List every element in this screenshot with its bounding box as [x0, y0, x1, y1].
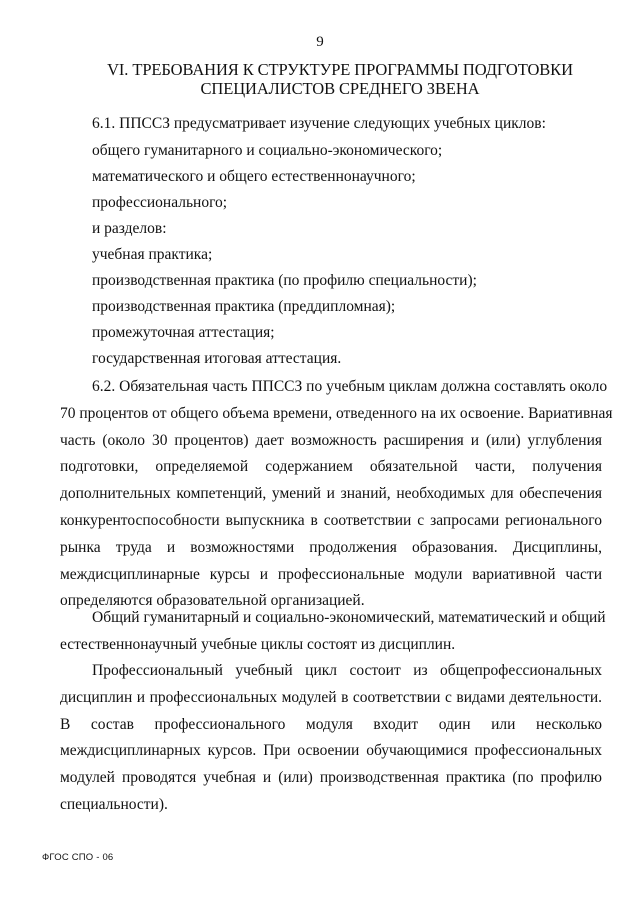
section-6-2-paragraph — [92, 374, 608, 401]
paragraph-line: В состав профессионального модуля входит один или несколько — [60, 715, 602, 733]
paragraph-line: естественнонаучный учебные циклы состоят из дисциплин. — [60, 636, 456, 653]
cycle-item: профессионального; — [92, 194, 228, 211]
paragraph-line: подготовки, определяемой содержанием обязательной части, получения — [60, 458, 602, 476]
document-footer-code: ФГОС СПО - 06 — [42, 852, 114, 863]
section-item: государственная итоговая аттестация. — [92, 350, 342, 367]
paragraph-line: специальности). — [60, 795, 168, 813]
professional-cycle-paragraph — [92, 658, 602, 685]
section-item: производственная практика (по профилю специальности); — [92, 272, 477, 289]
section-item: промежуточная аттестация; — [92, 324, 275, 341]
section-item: производственная практика (преддипломная); — [92, 298, 396, 315]
paragraph-line: Общий гуманитарный и социально-экономический, математический и общий — [92, 609, 606, 626]
paragraph-line: междисциплинарные курсы и профессиональные модули вариативной части — [60, 565, 602, 583]
paragraph-line: определяются образовательной организацией. — [60, 592, 365, 610]
paragraph-line: дополнительных компетенций, умений и знаний, необходимых для обеспечения — [60, 485, 602, 503]
paragraph-line: конкурентоспособности выпускника в соответствии с запросами регионального — [60, 511, 602, 529]
paragraph-line: дисциплин и профессиональных модулей в соответствии с видами деятельности. — [60, 688, 602, 706]
paragraph-line: часть (около 30 процентов) дает возможность расширения и (или) углубления — [60, 431, 602, 449]
section-heading-line-1: VI. ТРЕБОВАНИЯ К СТРУКТУРЕ ПРОГРАММЫ ПОДГОТОВКИ — [107, 60, 573, 79]
paragraph-line: Профессиональный учебный цикл состоит из общепрофессиональных — [92, 662, 602, 679]
paragraph-line: рынка труда и возможностями продолжения образования. Дисциплины, — [60, 538, 602, 556]
section-item: учебная практика; — [92, 246, 213, 263]
paragraph-line: междисциплинарных курсов. При освоении обучающимися профессиональных — [60, 742, 602, 760]
section-heading-line-2: СПЕЦИАЛИСТОВ СРЕДНЕГО ЗВЕНА — [200, 79, 480, 98]
paragraph-line: 70 процентов от общего объема времени, отведенного на их освоение. Вариативная — [60, 404, 613, 422]
paragraph-line: 6.2. Обязательная часть ППССЗ по учебным циклам должна составлять около — [92, 378, 608, 395]
general-cycles-paragraph-body — [60, 632, 602, 659]
sections-label: и разделов: — [92, 220, 167, 237]
cycle-item: математического и общего естественнонаучного; — [92, 168, 416, 185]
cycle-item: общего гуманитарного и социально-экономического; — [92, 142, 443, 159]
section-heading — [40, 60, 640, 98]
section-6-1-intro: 6.1. ППССЗ предусматривает изучение следующих учебных циклов: — [92, 115, 546, 132]
section-6-2-paragraph-body — [60, 401, 613, 615]
page-number: 9 — [316, 34, 324, 50]
general-cycles-paragraph — [92, 605, 606, 632]
professional-cycle-paragraph-body — [60, 685, 602, 819]
paragraph-line: модулей проводятся учебная и (или) производственная практика (по профилю — [60, 769, 602, 787]
